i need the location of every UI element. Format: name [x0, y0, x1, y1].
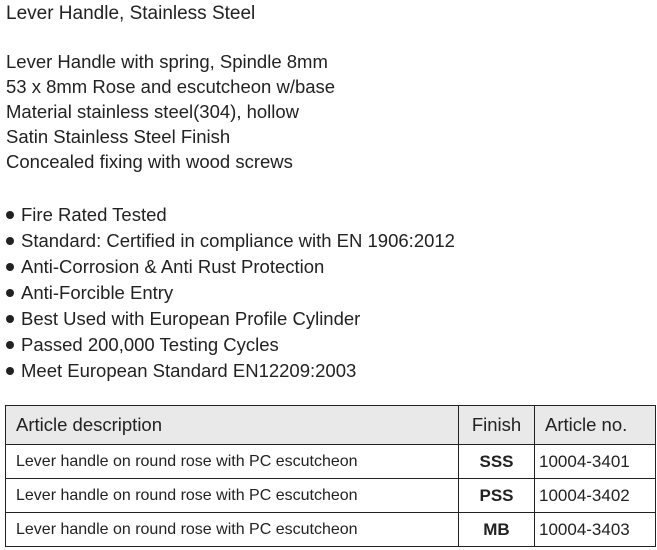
bullet-icon — [6, 263, 14, 271]
article-number-cell: 10004-3401 — [535, 445, 656, 479]
article-table — [5, 405, 656, 547]
bullet-icon — [6, 315, 14, 323]
bullet-icon — [6, 237, 14, 245]
table-header-row — [6, 406, 656, 445]
table-row — [6, 513, 656, 547]
feature-item — [6, 228, 455, 254]
table-row — [6, 445, 656, 479]
finish-cell: MB — [459, 513, 535, 547]
feature-list — [6, 202, 455, 384]
feature-item — [6, 358, 455, 384]
feature-text: Anti-Corrosion & Anti Rust Protection — [21, 256, 325, 277]
article-description-cell: Lever handle on round rose with PC escutcheon — [6, 479, 459, 513]
column-header-article-no: Article no. — [535, 406, 656, 445]
article-description-cell: Lever handle on round rose with PC escutcheon — [6, 445, 459, 479]
feature-text: Fire Rated Tested — [21, 204, 167, 225]
spec-list — [6, 49, 335, 174]
spec-item: Material stainless steel(304), hollow — [6, 101, 300, 122]
article-number-cell: 10004-3403 — [535, 513, 656, 547]
finish-cell: PSS — [459, 479, 535, 513]
column-header-finish: Finish — [459, 406, 535, 445]
feature-item — [6, 254, 455, 280]
feature-text: Anti-Forcible Entry — [21, 282, 174, 303]
spec-item: Concealed fixing with wood screws — [6, 151, 293, 172]
feature-item — [6, 306, 455, 332]
bullet-icon — [6, 289, 14, 297]
bullet-icon — [6, 367, 14, 375]
spec-item: 53 x 8mm Rose and escutcheon w/base — [6, 76, 336, 97]
feature-text: Passed 200,000 Testing Cycles — [21, 334, 279, 355]
column-header-description: Article description — [6, 406, 459, 445]
feature-item — [6, 332, 455, 358]
bullet-icon — [6, 211, 14, 219]
feature-text: Meet European Standard EN12209:2003 — [21, 360, 357, 381]
finish-cell: SSS — [459, 445, 535, 479]
spec-item: Satin Stainless Steel Finish — [6, 126, 231, 147]
bullet-icon — [6, 341, 14, 349]
article-description-cell: Lever handle on round rose with PC escutcheon — [6, 513, 459, 547]
feature-item — [6, 280, 455, 306]
feature-text: Standard: Certified in compliance with EN 1906:2012 — [21, 230, 455, 251]
table-row — [6, 479, 656, 513]
article-number-cell: 10004-3402 — [535, 479, 656, 513]
product-title: Lever Handle, Stainless Steel — [6, 3, 256, 24]
feature-item — [6, 202, 455, 228]
spec-item: Lever Handle with spring, Spindle 8mm — [6, 51, 328, 72]
feature-text: Best Used with European Profile Cylinder — [21, 308, 361, 329]
